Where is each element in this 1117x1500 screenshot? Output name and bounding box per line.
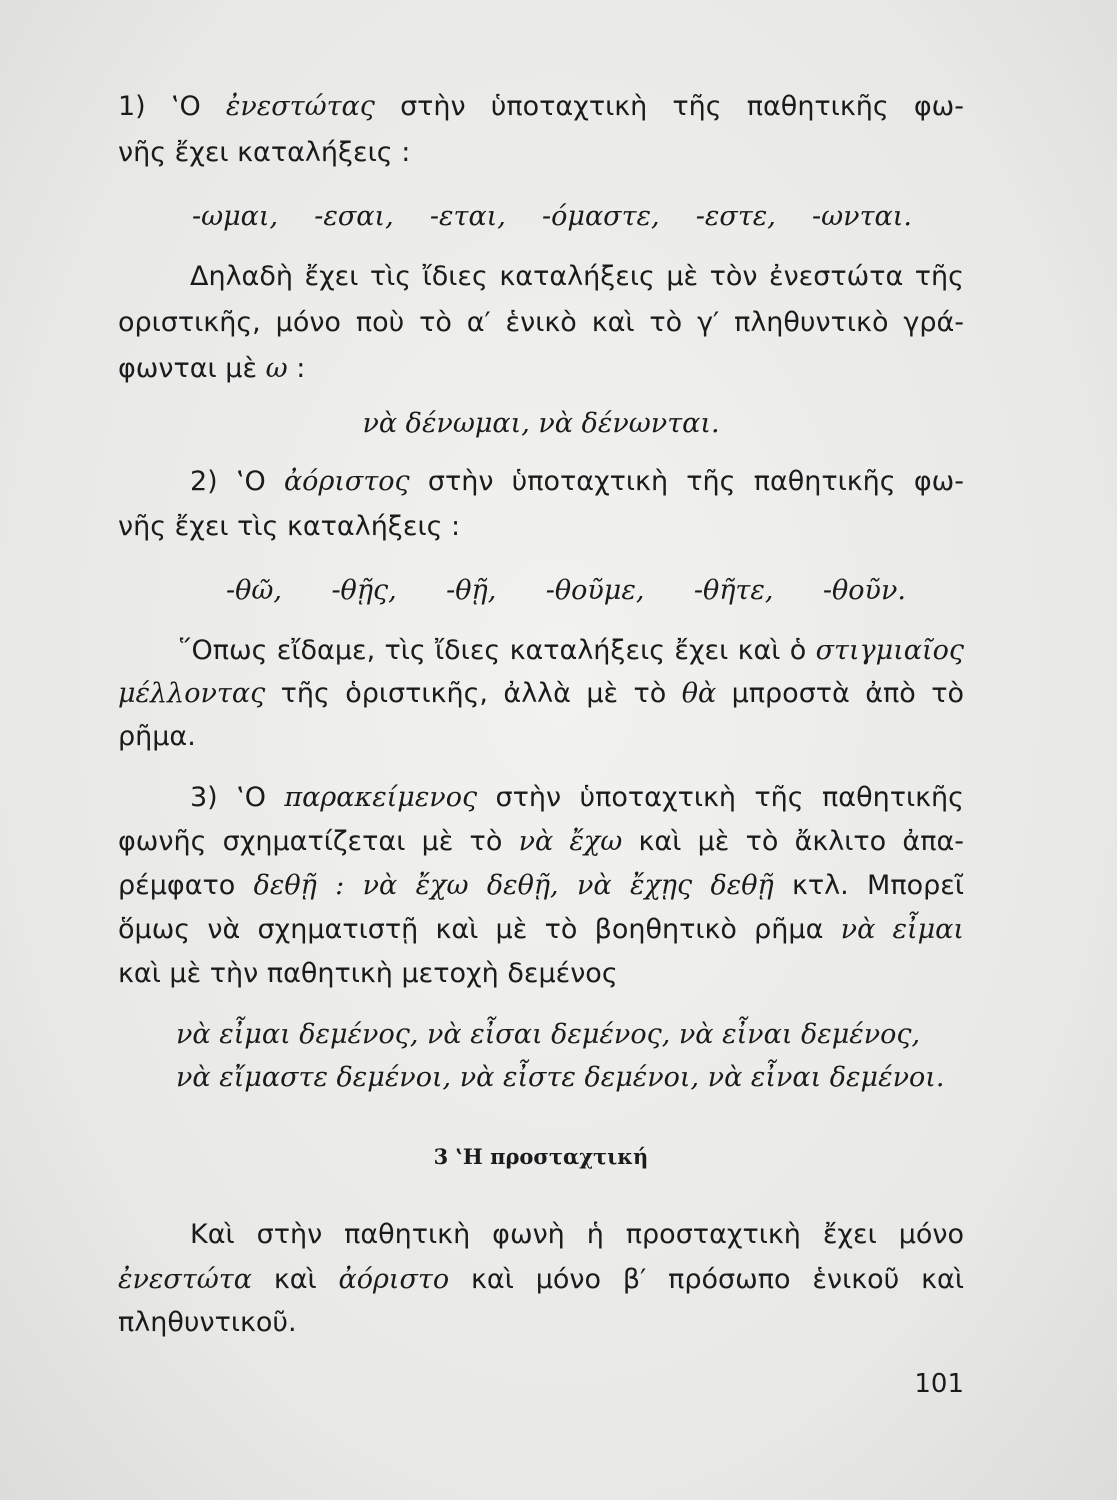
imperative-line-3: πληθυντικοῦ. — [118, 1307, 297, 1338]
present-ending: -εστε, — [695, 201, 776, 232]
imperative-line-2: ἐνεστώτα καὶ ἀόριστο καὶ μόνο β′ πρόσωπο ἑνικοῦ καὶ — [118, 1264, 964, 1295]
present-line-1: 1) ‛Ο ἐνεστώτας στὴν ὑποταχτικὴ τῆς παθητικῆς φω- — [118, 91, 964, 122]
perfect-line-5: καὶ μὲ τὴν παθητικὴ μετοχὴ δεμένος — [118, 958, 618, 989]
present-endings — [192, 197, 912, 237]
present-line-2: νῆς ἔχει καταλήξεις : — [118, 137, 411, 168]
perfect-line-3: ρέμφατο δεθῇ : νὰ ἔχω δεθῇ, νὰ ἔχῃς δεθῇ κτλ. Μπορεῖ — [118, 870, 964, 901]
explanation-example: νὰ δένωμαι, νὰ δένωνται. — [362, 408, 720, 439]
section-title: ‛Η προσταχτική — [455, 1144, 649, 1169]
present-ending: -ωμαι, — [192, 201, 279, 232]
perfect-line-4: ὅμως νὰ σχηματιστῇ καὶ μὲ τὸ βοηθητικὸ ρῆμα νὰ εἶμαι — [118, 914, 964, 945]
seen-line-3: ρῆμα. — [118, 721, 196, 752]
present-ending: -ωνται. — [812, 201, 912, 232]
aorist-ending: -θοῦμε, — [545, 575, 645, 606]
present-ending: -όμαστε, — [542, 201, 660, 232]
present-ending: -εται, — [429, 201, 506, 232]
section-number: 3 — [433, 1144, 449, 1169]
present-ending: -εσαι, — [314, 201, 394, 232]
aorist-ending: -θῆτε, — [693, 575, 774, 606]
imperative-line-1: Καὶ στὴν παθητικὴ φωνὴ ἡ προσταχτικὴ ἔχει μόνο — [190, 1219, 964, 1250]
seen-line-2: μέλλοντας τῆς ὁριστικῆς, ἀλλὰ μὲ τὸ θὰ μπροστὰ ἀπὸ τὸ — [118, 678, 965, 709]
explanation-line-2: οριστικῆς, μόνο ποὺ τὸ α′ ἑνικὸ καὶ τὸ γ′ πληθυντικὸ γρά- — [118, 307, 964, 338]
perfect-verse-1: νὰ εἶμαι δεμένος, νὰ εἶσαι δεμένος, νὰ εἶναι δεμένος, — [176, 1019, 921, 1050]
seen-line-1: ῞Οπως εἴδαμε, τὶς ἴδιες καταλήξεις ἔχει καὶ ὁ στιγμιαῖος — [178, 635, 964, 666]
aorist-ending: -θῇς, — [331, 575, 397, 606]
aorist-endings — [226, 571, 906, 611]
explanation-line-1: Δηλαδὴ ἔχει τὶς ἴδιες καταλήξεις μὲ τὸν ἐνεστώτα τῆς — [190, 261, 964, 292]
aorist-line-2: νῆς ἔχει τὶς καταλήξεις : — [118, 511, 461, 542]
page-number: 101 — [914, 1369, 964, 1399]
perfect-line-1: 3) ‛Ο παρακείμενος στὴν ὑποταχτικὴ τῆς παθητικῆς — [190, 782, 964, 813]
aorist-ending: -θῇ, — [446, 575, 497, 606]
aorist-line-1: 2) ‛Ο ἀόριστος στὴν ὑποταχτικὴ τῆς παθητικῆς φω- — [190, 466, 964, 497]
aorist-ending: -θοῦν. — [822, 575, 906, 606]
explanation-line-3: φωνται μὲ ω : — [118, 353, 306, 384]
section-heading — [118, 1141, 964, 1173]
perfect-verse-2: νὰ εἴμαστε δεμένοι, νὰ εἶστε δεμένοι, νὰ εἶναι δεμένοι. — [176, 1062, 945, 1093]
aorist-ending: -θῶ, — [226, 575, 282, 606]
perfect-line-2: φωνῆς σχηματίζεται μὲ τὸ νὰ ἔχω καὶ μὲ τὸ ἄκλιτο ἀπα- — [118, 826, 964, 857]
